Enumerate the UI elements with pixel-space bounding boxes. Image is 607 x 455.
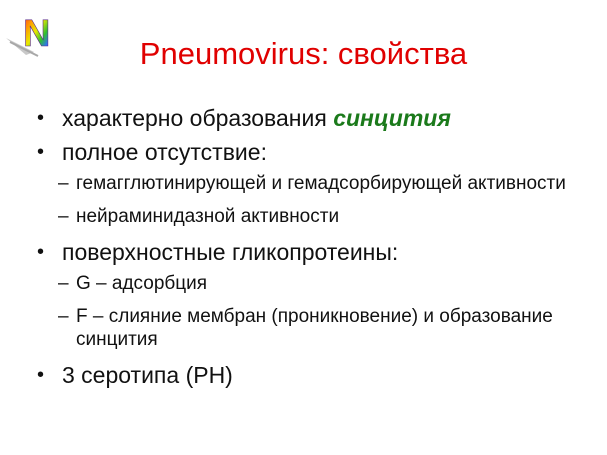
logo-letter: N	[23, 13, 51, 55]
bullet-marker: •	[37, 241, 45, 263]
bullet-list	[0, 104, 607, 395]
bullet-marker: •	[37, 107, 45, 129]
sub-bullet-item	[0, 272, 607, 295]
sub-bullet-marker: –	[58, 306, 69, 327]
sub-bullet-marker: –	[58, 273, 69, 294]
sub-bullet-item	[0, 172, 607, 195]
sub-bullet-text: F – слияние мембран (проникновение) и образование синцития	[76, 306, 553, 350]
slide-title: Pneumovirus: свойства	[139, 36, 468, 71]
bullet-item	[0, 361, 607, 390]
highlight-term: синцития	[333, 105, 451, 131]
sub-bullet-item	[0, 205, 607, 228]
bullet-text: 3 серотипа (РН)	[62, 362, 233, 388]
sub-bullet-text: гемагглютинирующей и гемадсорбирующей активности	[76, 173, 566, 194]
bullet-item	[0, 138, 607, 167]
bullet-item	[0, 104, 607, 133]
sub-bullet-item	[0, 305, 607, 351]
bullet-text: поверхностные гликопротеины:	[62, 239, 399, 265]
sub-bullet-text: нейраминидазной активности	[76, 206, 340, 227]
bullet-text: полное отсутствие:	[62, 139, 267, 165]
bullet-item	[0, 238, 607, 267]
bullet-marker: •	[37, 141, 45, 163]
sub-bullet-marker: –	[58, 173, 69, 194]
sub-bullet-marker: –	[58, 206, 69, 227]
bullet-marker: •	[37, 364, 45, 386]
bullet-text: характерно образования	[62, 105, 334, 131]
sub-bullet-text: G – адсорбция	[76, 273, 208, 294]
